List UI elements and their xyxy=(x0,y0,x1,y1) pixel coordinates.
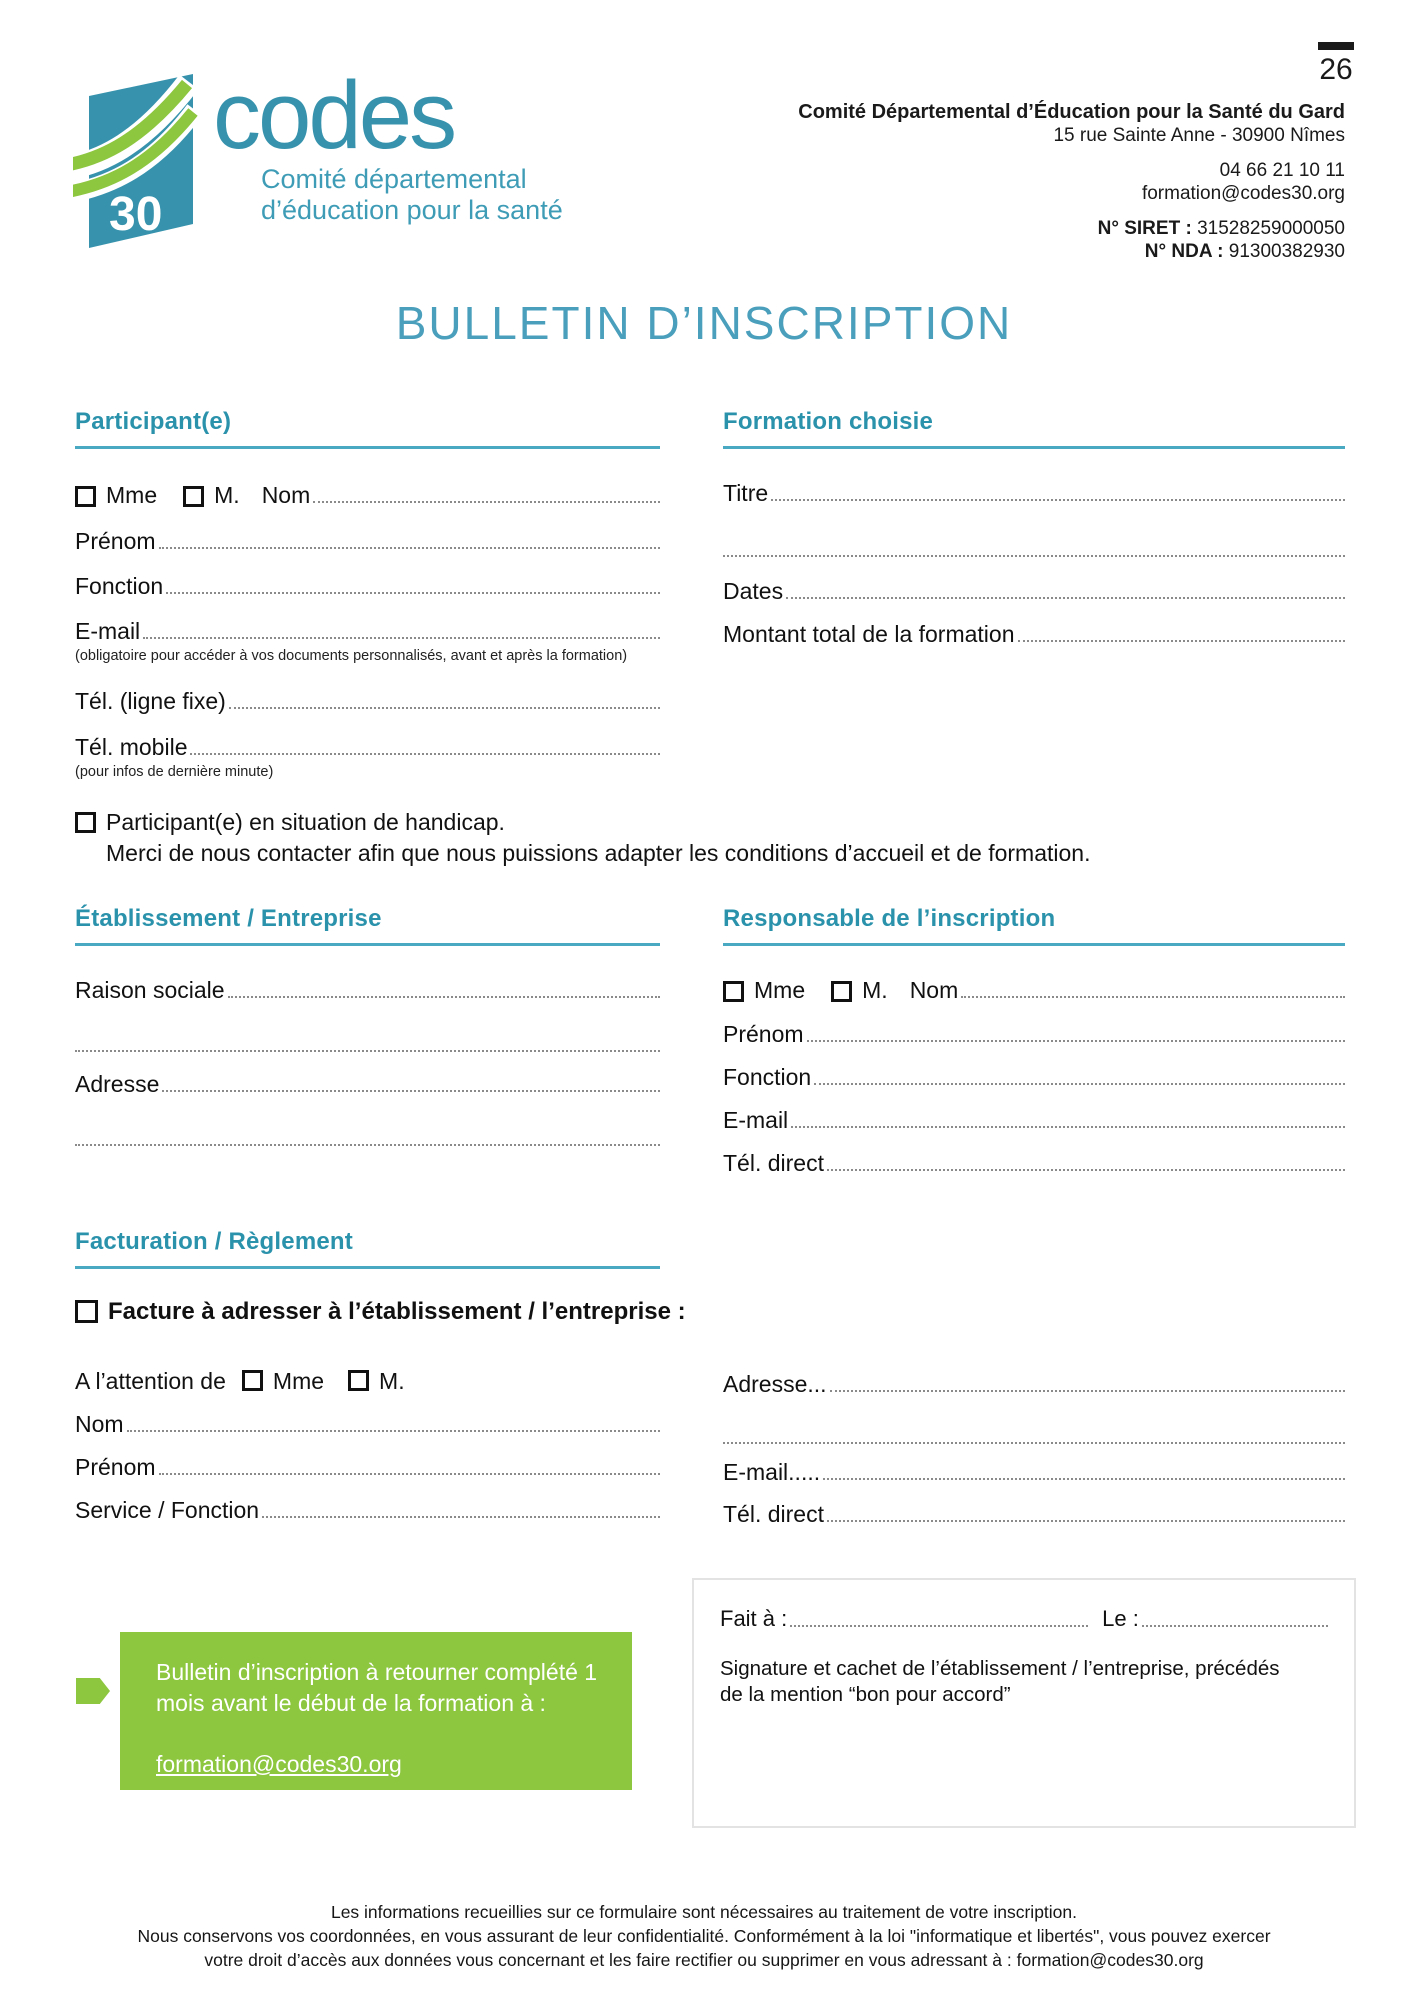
facturation-left-fields xyxy=(75,1408,660,1524)
privacy-footer-line2: Nous conservons vos coordonnées, en vous assurant de leur confidentialité. Conformément à la loi "informatique et libertés", vous pouvez exercer xyxy=(137,1926,1271,1946)
org-nda xyxy=(798,240,1345,263)
participant-fonction-row xyxy=(75,570,660,600)
nda-label: N° NDA : xyxy=(1144,241,1224,262)
responsable-m-label: M. xyxy=(862,977,888,1003)
responsable-heading: Responsable de l’inscription xyxy=(723,905,1345,946)
responsable-email-field[interactable] xyxy=(791,1126,1345,1128)
signature-note-line2: de la mention “bon pour accord” xyxy=(720,1683,1011,1706)
formation-dates-label: Dates xyxy=(723,578,784,604)
facturation-nom-field[interactable] xyxy=(127,1430,660,1432)
formation-dates-field[interactable] xyxy=(786,597,1345,599)
responsable-fonction-field[interactable] xyxy=(814,1083,1345,1085)
etablissement-adresse-field-line2[interactable] xyxy=(75,1144,660,1146)
logo-brand: codes xyxy=(213,62,455,169)
formation-montant-row xyxy=(723,618,1345,648)
logo-subtitle-line1: Comité départemental xyxy=(261,164,527,194)
facturation-tel-row xyxy=(723,1498,1345,1528)
responsable-mme-label: Mme xyxy=(754,977,806,1003)
section-facturation xyxy=(75,1228,660,1269)
participant-telfixe-label: Tél. (ligne fixe) xyxy=(75,688,226,714)
facturation-email-label: E-mail..... xyxy=(723,1459,821,1485)
signature-note-line1: Signature et cachet de l’établissement / l’entreprise, précédés xyxy=(720,1657,1280,1680)
responsable-mme-checkbox[interactable] xyxy=(723,981,744,1002)
logo-subtitle-line2: d’éducation pour la santé xyxy=(261,195,563,225)
participant-prenom-label: Prénom xyxy=(75,528,156,554)
org-name: Comité Départemental d’Éducation pour la Santé du Gard xyxy=(798,101,1345,123)
return-instructions-callout xyxy=(120,1632,632,1790)
siret-label: N° SIRET : xyxy=(1097,218,1192,239)
facturation-nom-row xyxy=(75,1408,660,1438)
attention-label: A l’attention de xyxy=(75,1368,226,1394)
green-arrow-icon xyxy=(76,1678,110,1704)
participant-telmobile-label: Tél. mobile xyxy=(75,734,188,760)
facturation-service-field[interactable] xyxy=(262,1516,660,1518)
handicap-block xyxy=(75,807,1091,869)
etablissement-adresse-label: Adresse xyxy=(75,1071,160,1097)
le-field[interactable] xyxy=(1142,1625,1328,1627)
responsable-prenom-label: Prénom xyxy=(723,1021,804,1047)
responsable-civility-nom-row xyxy=(723,974,1345,1004)
facturation-m-label: M. xyxy=(379,1368,405,1394)
handicap-line2: Merci de nous contacter afin que nous puissions adapter les conditions d’accueil et de formation. xyxy=(106,840,1091,866)
facturation-prenom-field[interactable] xyxy=(159,1473,660,1475)
facturation-service-row xyxy=(75,1494,660,1524)
signature-box xyxy=(692,1578,1356,1828)
page-number-block xyxy=(1314,42,1358,87)
participant-prenom-row xyxy=(75,525,660,555)
facturation-tel-field[interactable] xyxy=(827,1520,1345,1522)
facturation-heading: Facturation / Règlement xyxy=(75,1228,660,1269)
etablissement-heading: Établissement / Entreprise xyxy=(75,905,660,946)
participant-email-field[interactable] xyxy=(143,637,660,639)
facturation-right-fields xyxy=(723,1368,1345,1528)
formation-titre-row xyxy=(723,477,1345,507)
responsable-tel-label: Tél. direct xyxy=(723,1150,824,1176)
privacy-footer-line3: votre droit d’accès aux données vous concernant et les faire rectifier ou supprimer en vous adressant à : formation@codes30.org xyxy=(204,1950,1204,1970)
formation-heading: Formation choisie xyxy=(723,408,1345,449)
participant-mme-label: Mme xyxy=(106,482,158,508)
participant-m-checkbox[interactable] xyxy=(183,486,204,507)
logo-subtitle xyxy=(261,164,563,226)
participant-telfixe-row xyxy=(75,685,660,715)
formation-titre-label: Titre xyxy=(723,480,769,506)
formation-titre-field[interactable] xyxy=(771,499,1345,501)
participant-nom-field[interactable] xyxy=(313,501,660,503)
raison-sociale-row xyxy=(75,974,660,1004)
privacy-footer xyxy=(0,1900,1408,1972)
privacy-footer-line1: Les informations recueillies sur ce formulaire sont nécessaires au traitement de votre inscription. xyxy=(330,1902,1078,1922)
codes30-logo-emblem xyxy=(73,70,203,250)
participant-prenom-field[interactable] xyxy=(159,547,660,549)
facturation-mme-label: Mme xyxy=(272,1368,325,1394)
logo-text xyxy=(213,62,563,226)
etablissement-adresse-row xyxy=(75,1068,660,1098)
participant-telfixe-field[interactable] xyxy=(229,707,660,709)
return-instructions-line1: Bulletin d’inscription à retourner complété 1 xyxy=(156,1659,598,1685)
responsable-m-checkbox[interactable] xyxy=(831,981,852,1002)
participant-telmobile-note: (pour infos de dernière minute) xyxy=(75,764,274,780)
form-title: BULLETIN D’INSCRIPTION xyxy=(395,297,1013,349)
section-responsable xyxy=(723,905,1345,1177)
participant-mme-checkbox[interactable] xyxy=(75,486,96,507)
org-address: 15 rue Sainte Anne - 30900 Nîmes xyxy=(1053,125,1345,146)
responsable-email-row xyxy=(723,1104,1345,1134)
return-instructions-line2: mois avant le début de la formation à : xyxy=(156,1690,546,1716)
facturation-m-checkbox[interactable] xyxy=(348,1370,369,1391)
codes30-logo xyxy=(73,62,563,250)
org-siret xyxy=(798,217,1345,240)
responsable-nom-field[interactable] xyxy=(961,996,1345,998)
facturation-email-row xyxy=(723,1456,1345,1486)
responsable-tel-row xyxy=(723,1147,1345,1177)
handicap-checkbox[interactable] xyxy=(75,812,96,833)
page-number-rule xyxy=(1318,42,1354,50)
responsable-email-label: E-mail xyxy=(723,1107,789,1133)
participant-fonction-label: Fonction xyxy=(75,573,164,599)
formation-montant-label: Montant total de la formation xyxy=(723,621,1015,647)
participant-telmobile-row xyxy=(75,731,660,761)
facturation-adresse-row xyxy=(723,1368,1345,1398)
facturation-mme-checkbox[interactable] xyxy=(242,1370,263,1391)
signature-note xyxy=(720,1656,1328,1708)
organisation-info xyxy=(798,100,1345,263)
facturation-service-label: Service / Fonction xyxy=(75,1497,260,1523)
facture-checkbox[interactable] xyxy=(75,1300,98,1323)
responsable-fonction-row xyxy=(723,1061,1345,1091)
formation-dates-row xyxy=(723,575,1345,605)
responsable-prenom-field[interactable] xyxy=(807,1040,1345,1042)
fait-a-label: Fait à : xyxy=(720,1606,788,1631)
responsable-nom-label: Nom xyxy=(909,977,959,1003)
facturation-prenom-label: Prénom xyxy=(75,1454,156,1480)
facturation-tel-label: Tél. direct xyxy=(723,1501,824,1527)
facturation-adresse-field-line2[interactable] xyxy=(723,1442,1345,1444)
responsable-tel-field[interactable] xyxy=(827,1169,1345,1171)
participant-fonction-field[interactable] xyxy=(166,592,660,594)
participant-heading: Participant(e) xyxy=(75,408,660,449)
facture-label: Facture à adresser à l’établissement / l’entreprise : xyxy=(108,1298,686,1325)
participant-telmobile-field[interactable] xyxy=(190,753,660,755)
facturation-adresse-label: Adresse... xyxy=(723,1371,827,1397)
section-formation xyxy=(723,408,1345,648)
formation-montant-field[interactable] xyxy=(1018,640,1346,642)
participant-civility-nom-row xyxy=(75,479,660,509)
page-number: 26 xyxy=(1319,53,1353,86)
participant-email-row xyxy=(75,615,660,645)
facturation-adresse-field[interactable] xyxy=(830,1390,1345,1392)
facturation-email-field[interactable] xyxy=(823,1478,1345,1480)
return-email-link[interactable]: formation@codes30.org xyxy=(156,1751,402,1777)
facturation-prenom-row xyxy=(75,1451,660,1481)
org-email: formation@codes30.org xyxy=(1141,183,1345,204)
le-label: Le : xyxy=(1102,1606,1139,1631)
responsable-prenom-row xyxy=(723,1018,1345,1048)
formation-titre-field-line2[interactable] xyxy=(723,555,1345,557)
responsable-fonction-label: Fonction xyxy=(723,1064,812,1090)
nda-value: 91300382930 xyxy=(1228,241,1345,262)
participant-email-note: (obligatoire pour accéder à vos documents personnalisés, avant et après la formation) xyxy=(75,648,628,664)
fait-a-field[interactable] xyxy=(790,1625,1088,1627)
siret-value: 31528259000050 xyxy=(1197,218,1345,239)
participant-email-label: E-mail xyxy=(75,618,141,644)
raison-sociale-label: Raison sociale xyxy=(75,977,225,1003)
raison-sociale-field-line2[interactable] xyxy=(75,1050,660,1052)
participant-nom-label: Nom xyxy=(261,482,311,508)
org-phone: 04 66 21 10 11 xyxy=(1219,160,1345,181)
raison-sociale-field[interactable] xyxy=(228,996,660,998)
facturation-nom-label: Nom xyxy=(75,1411,124,1437)
etablissement-adresse-field[interactable] xyxy=(162,1090,660,1092)
participant-m-label: M. xyxy=(214,482,240,508)
section-etablissement xyxy=(75,905,660,1146)
attention-row xyxy=(75,1368,405,1395)
fait-le-row xyxy=(720,1606,1328,1632)
logo-badge-30: 30 xyxy=(109,188,163,241)
handicap-line1: Participant(e) en situation de handicap. xyxy=(106,809,505,835)
facture-checkbox-row xyxy=(75,1298,686,1326)
